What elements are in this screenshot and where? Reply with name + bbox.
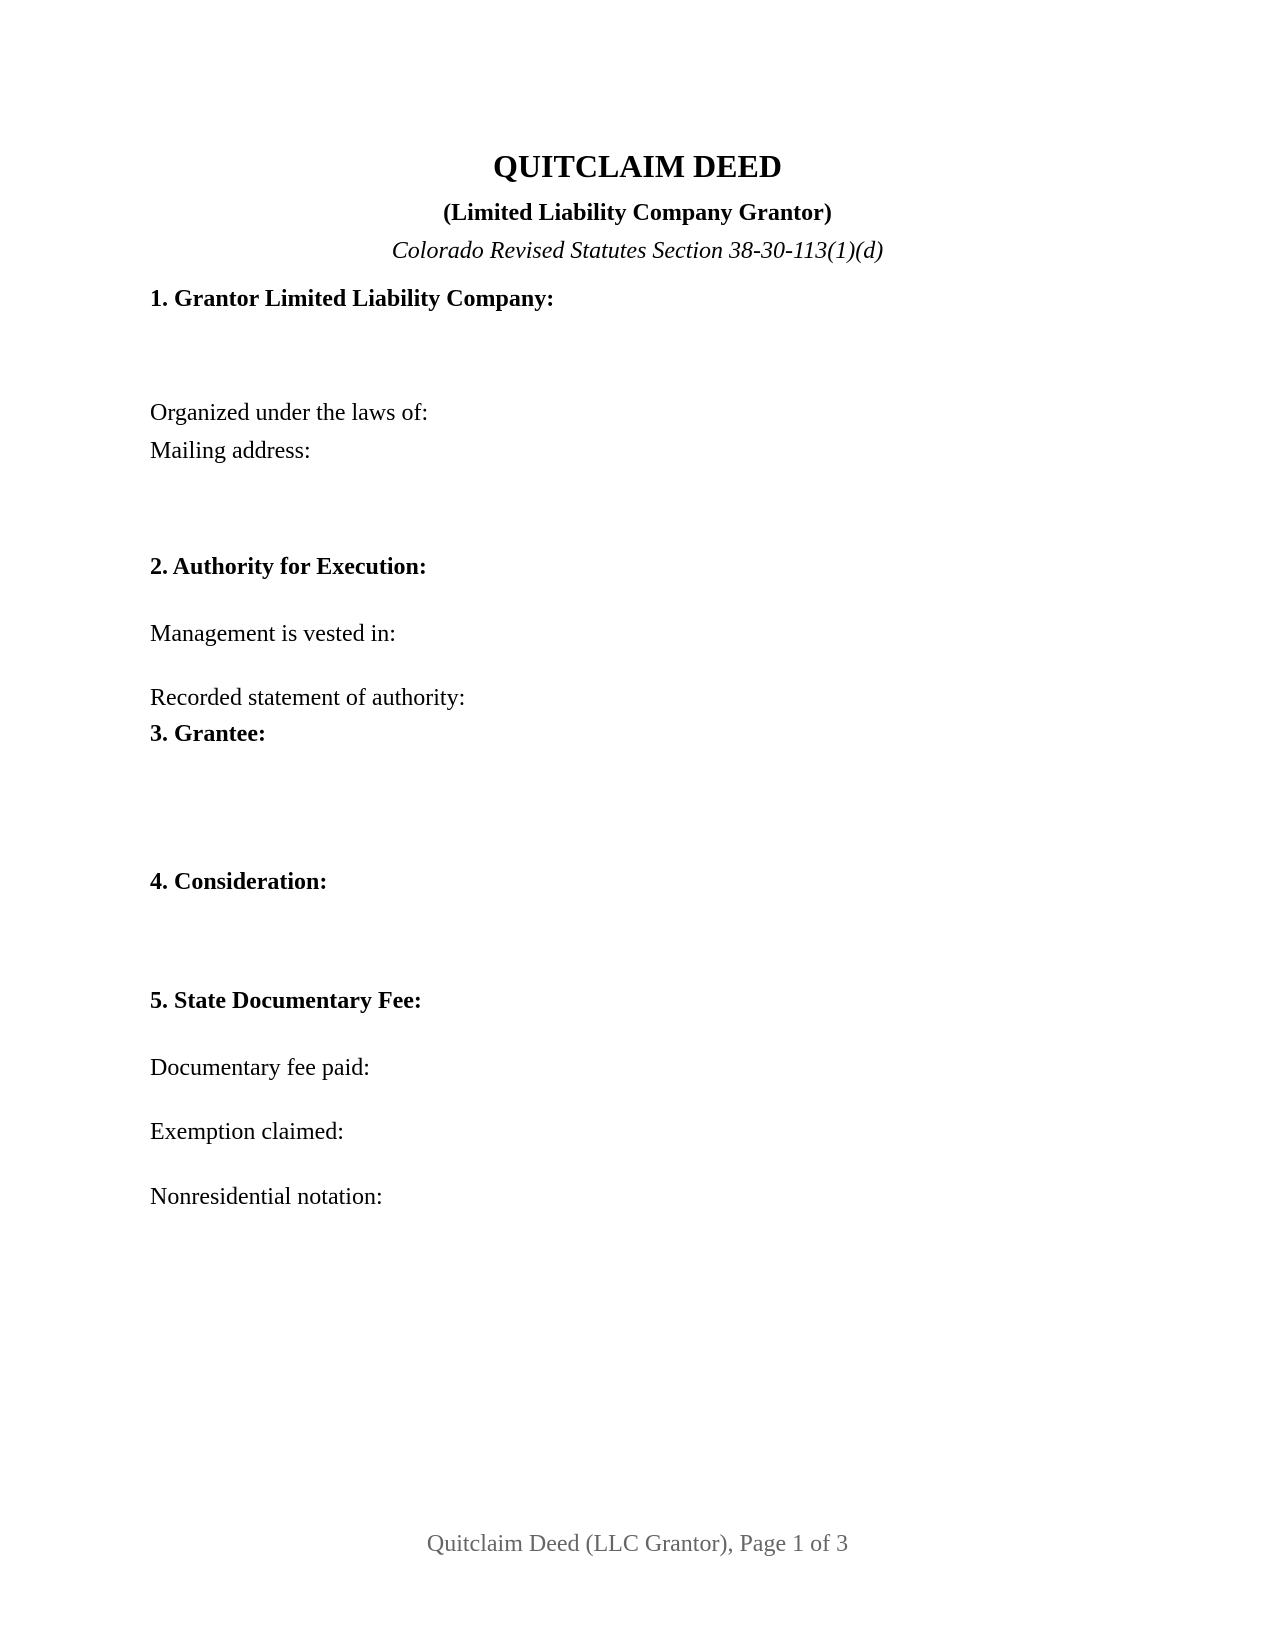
statute-reference: Colorado Revised Statutes Section 38-30-113(1)(d) (391, 238, 884, 264)
nonresidential-notation-label: Nonresidential notation: (150, 1184, 383, 1210)
management-vested-label: Management is vested in: (150, 621, 396, 647)
section-authority-heading: 2. Authority for Execution: (150, 554, 427, 580)
section-documentary-fee-heading: 5. State Documentary Fee: (150, 988, 422, 1014)
section-grantee-heading: 3. Grantee: (150, 721, 266, 747)
mailing-address-label: Mailing address: (150, 438, 311, 464)
organized-under-label: Organized under the laws of: (150, 400, 429, 426)
documentary-fee-paid-label: Documentary fee paid: (150, 1055, 370, 1081)
document-subtitle: (Limited Liability Company Grantor) (443, 200, 832, 226)
section-grantor-heading: 1. Grantor Limited Liability Company: (150, 286, 555, 312)
page-footer: Quitclaim Deed (LLC Grantor), Page 1 of 3 (426, 1531, 849, 1557)
section-consideration-heading: 4. Consideration: (150, 869, 328, 895)
statement-of-authority-label: Recorded statement of authority: (150, 685, 466, 711)
exemption-claimed-label: Exemption claimed: (150, 1119, 344, 1145)
document-title: QUITCLAIM DEED (493, 148, 782, 184)
